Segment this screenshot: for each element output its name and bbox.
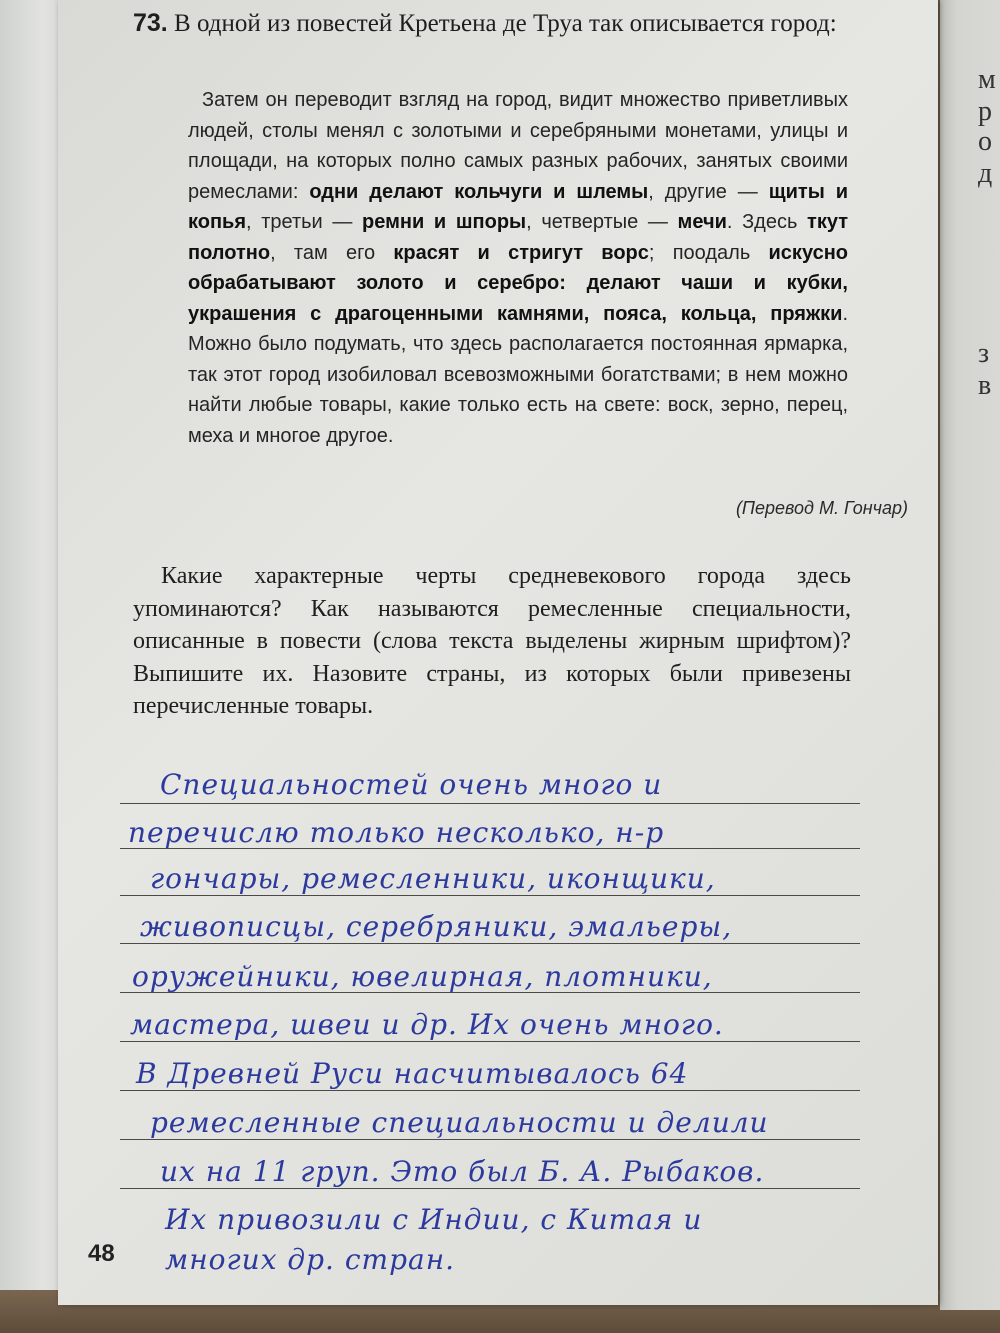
task-intro: В одной из повестей Кретьена де Труа так описывается город: (174, 10, 837, 37)
facing-page (940, 0, 1000, 1310)
quote-text: , там его (270, 241, 394, 264)
quote-text: , четвертые — (526, 211, 678, 233)
quote-text: . Здесь (726, 211, 808, 233)
task-heading (133, 8, 853, 39)
handwritten-line: В Древней Руси насчитывалось 64 (136, 1057, 689, 1090)
page-number: 48 (88, 1240, 115, 1267)
task-question: Какие характерные черты средневекового города здесь упоминаются? Как называются ремесленные специальности, описанные в повести (слова текста выделены жирным шрифтом)? Выпишите их. Назовите страны, из которых были привезены перечисленные товары. (133, 563, 851, 719)
translator-credit: (Перевод М. Гончар) (735, 498, 908, 518)
quote-bold: мечи (677, 211, 727, 233)
quote-text: , другие — (648, 180, 769, 203)
quote-bold: искусно обрабатывают золото и серебро: делают чаши и кубки, украшения с драгоценными камнями, пояса, кольца, пряжки (188, 241, 848, 325)
quote-bold: красят и стригут ворс (393, 241, 649, 264)
quote-text: , третьи — (246, 211, 363, 233)
quote-bold: ткут полотно (188, 211, 848, 264)
facing-page-fragment: д (978, 158, 993, 189)
answer-line (120, 895, 860, 896)
facing-page-fragment: о (978, 126, 992, 157)
answer-line (120, 803, 860, 804)
quote-bold: щиты и копья (188, 180, 848, 233)
quote-bold: одни делают кольчуги и шлемы (309, 180, 649, 203)
facing-page-fragment: з (978, 338, 990, 369)
facing-page-fragment: м (978, 64, 996, 95)
literary-quote (188, 85, 848, 451)
quote-bold: ремни и шпоры (362, 211, 527, 233)
quote-text: ; поодаль (648, 241, 769, 264)
answer-line (120, 1188, 860, 1189)
task-number: 73. (133, 9, 168, 37)
handwritten-line: ремесленные специальности и делили (150, 1106, 769, 1139)
handwritten-line: живописцы, серебряники, эмальеры, (140, 910, 733, 943)
handwritten-line: многих др. стран. (165, 1243, 456, 1276)
answer-line (120, 1090, 860, 1091)
facing-page-fragment: р (978, 96, 992, 127)
handwritten-line: перечислю только несколько, н-р (128, 816, 665, 849)
handwritten-line: Их привозили с Индии, с Китая и (165, 1203, 703, 1236)
quote-text: Затем он переводит взгляд на город, видит множество приветливых людей, столы менял с золотыми и серебряными монетами, улицы и площади, на которых полно самых разных рабочих, занятых своими ремеслами: (188, 89, 848, 203)
answer-line (120, 1139, 860, 1140)
quote-text: . Можно было подумать, что здесь располагается постоянная ярмарка, так этот город изобиловал всевозможными богатствами; в нем можно найти любые товары, какие только есть на свете: воск, зерно, перец, меха и многое другое. (188, 302, 848, 447)
answer-line (120, 1041, 860, 1042)
facing-page-fragment: в (978, 370, 992, 401)
handwritten-line: гончары, ремесленники, иконщики, (150, 862, 716, 895)
handwritten-line: оружейники, ювелирная, плотники, (132, 960, 713, 993)
answer-line (120, 943, 860, 944)
handwritten-line: их на 11 груп. Это был Б. А. Рыбаков. (160, 1155, 765, 1188)
handwritten-line: мастера, швеи и др. Их очень много. (130, 1008, 724, 1041)
handwritten-line: Специальностей очень много и (160, 768, 663, 801)
